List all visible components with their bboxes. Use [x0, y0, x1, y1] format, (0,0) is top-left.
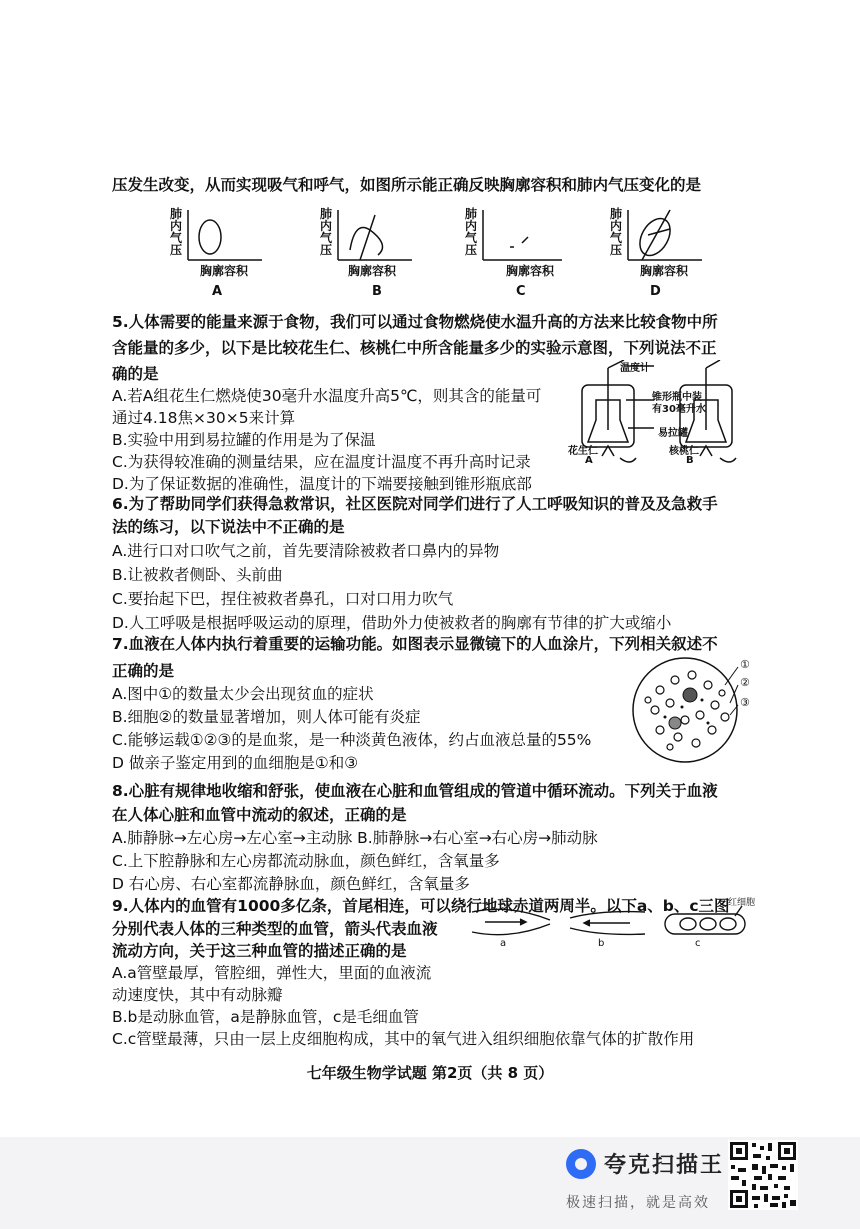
q7-stem-1: 7.血液在人体内执行着重要的运输功能。如图表示显微镜下的人血涂片，下列相关叙述不: [112, 635, 718, 653]
scanner-name: 夸克扫描王: [604, 1153, 725, 1178]
q8-stem-1: 8.心脏有规律地收缩和舒张，使血液在心脏和血管组成的管道中循环流动。下列关于血液: [112, 782, 718, 800]
q7-option-c: C.能够运载①②③的是血浆，是一种淡黄色液体，约占血液总量的55%: [112, 731, 592, 749]
vessel-label-b: b: [598, 938, 605, 949]
graph-b-ylabel: 肺 内 气 压: [320, 207, 333, 257]
q5-stem-2: 含能量的多少，以下是比较花生仁、核桃仁中所含能量多少的实验示意图，下列说法不正: [112, 339, 717, 357]
graph-c-letter: C: [516, 284, 526, 299]
graph-d-letter: D: [650, 284, 661, 299]
scanner-slogan: 极速扫描，就是高效: [566, 1195, 710, 1211]
graph-d-ylabel: 肺 内 气 压: [610, 207, 623, 257]
q9-option-c: C.c管壁最薄，只由一层上皮细胞构成，其中的氧气进入组织细胞依靠气体的扩散作用: [112, 1030, 695, 1048]
q8-option-c: C.上下腔静脉和左心房都流动脉血，颜色鲜红，含氧量多: [112, 852, 500, 870]
q5-option-c: C.为获得较准确的测量结果，应在温度计温度不再升高时记录: [112, 453, 531, 471]
quark-logo-icon: [566, 1149, 596, 1179]
smear-label-2: ②: [740, 676, 750, 689]
vessel-label-a: a: [500, 938, 507, 949]
graph-c-ylabel: 肺 内 气 压: [465, 207, 478, 257]
graph-d-xlabel: 胸廓容积: [640, 264, 689, 278]
q5-option-d: D.为了保证数据的准确性，温度计的下端要接触到锥形瓶底部: [112, 475, 532, 493]
label-b: B: [686, 455, 694, 466]
graph-b-xlabel: 胸廓容积: [348, 264, 397, 278]
blood-smear-diagram: [630, 655, 770, 765]
label-walnut: 核桃仁: [669, 446, 699, 457]
q7-option-d: D 做亲子鉴定用到的血细胞是①和③: [112, 754, 359, 772]
q9-stem-2: 分别代表人体的三种类型的血管，箭头代表血液: [112, 920, 438, 938]
q9-option-b: B.b是动脉血管，a是静脉血管，c是毛细血管: [112, 1008, 419, 1026]
q6-option-d: D.人工呼吸是根据呼吸运动的原理，借助外力使被救者的胸廓有节律的扩大或缩小: [112, 614, 672, 632]
label-thermometer: 温度计: [620, 363, 650, 374]
smear-label-3: ③: [740, 696, 750, 709]
label-peanut: 花生仁: [568, 446, 598, 457]
qr-code-icon: [728, 1140, 798, 1210]
pressure-volume-graphs: [150, 205, 720, 300]
graph-a-letter: A: [212, 284, 223, 299]
q5-option-b: B.实验中用到易拉罐的作用是为了保温: [112, 431, 376, 449]
q6-option-c: C.要抬起下巴，捏住被救者鼻孔，口对口用力吹气: [112, 590, 454, 608]
vessel-label-c: c: [695, 938, 701, 949]
q9-stem-1: 9.人体内的血管有1000多亿条，首尾相连，可以绕行地球赤道两周半。以下a、b、c三图: [112, 897, 730, 915]
q9-stem-3: 流动方向，关于这三种血管的描述正确的是: [112, 942, 407, 960]
q6-stem-1: 6.为了帮助同学们获得急救常识，社区医院对同学们进行了人工呼吸知识的普及及急救手: [112, 495, 718, 513]
graph-a: [188, 210, 262, 260]
smear-label-1: ①: [740, 658, 750, 671]
label-flask: 锥形瓶中装 有30毫升水: [652, 392, 706, 415]
q8-options-ab: A.肺静脉→左心房→左心室→主动脉 B.肺静脉→右心室→右心房→肺动脉: [112, 829, 598, 847]
vessel-label-rbc: 红细胞: [728, 898, 756, 908]
graph-c: [483, 210, 562, 260]
label-can: 易拉罐: [658, 428, 688, 439]
q7-stem-2: 正确的是: [112, 662, 175, 680]
graph-c-xlabel: 胸廓容积: [506, 264, 555, 278]
q8-stem-2: 在人体心脏和血管中流动的叙述，正确的是: [112, 806, 407, 824]
graph-b: [338, 210, 412, 260]
graph-a-xlabel: 胸廓容积: [200, 264, 249, 278]
label-a: A: [585, 455, 593, 466]
graph-b-letter: B: [372, 284, 382, 299]
q9-option-a-2: 动速度快，其中有动脉瓣: [112, 986, 283, 1004]
graph-d: [628, 210, 702, 261]
q9-option-a-1: A.a管壁最厚，管腔细，弹性大，里面的血液流: [112, 964, 432, 982]
q6-option-b: B.让被救者侧卧、头前曲: [112, 566, 283, 584]
q6-option-a: A.进行口对口吹气之前，首先要清除被救者口鼻内的异物: [112, 542, 500, 560]
q7-option-a: A.图中①的数量太少会出现贫血的症状: [112, 685, 374, 703]
q5-stem-1: 5.人体需要的能量来源于食物，我们可以通过食物燃烧使水温升高的方法来比较食物中所: [112, 313, 718, 331]
graph-a-ylabel: 肺 内 气 压: [170, 207, 183, 257]
q8-option-d: D 右心房、右心室都流静脉血，颜色鲜红，含氧量多: [112, 875, 470, 893]
q7-option-b: B.细胞②的数量显著增加，则人体可能有炎症: [112, 708, 421, 726]
q6-stem-2: 法的练习，以下说法中不正确的是: [112, 518, 345, 536]
q4-stem-end: 压发生改变，从而实现吸气和呼气，如图所示能正确反映胸廓容积和肺内气压变化的是: [112, 176, 702, 194]
q5-option-a-2: 通过4.18焦×30×5来计算: [112, 409, 296, 427]
scanner-brand: [566, 1148, 724, 1179]
q5-option-a-1: A.若A组花生仁燃烧使30毫升水温度升高5℃，则其含的能量可: [112, 387, 542, 405]
vessels-diagram: [470, 900, 755, 950]
page-footer: 七年级生物学试题 第2页（共 8 页）: [306, 1064, 554, 1082]
q5-stem-3: 确的是: [112, 365, 159, 383]
